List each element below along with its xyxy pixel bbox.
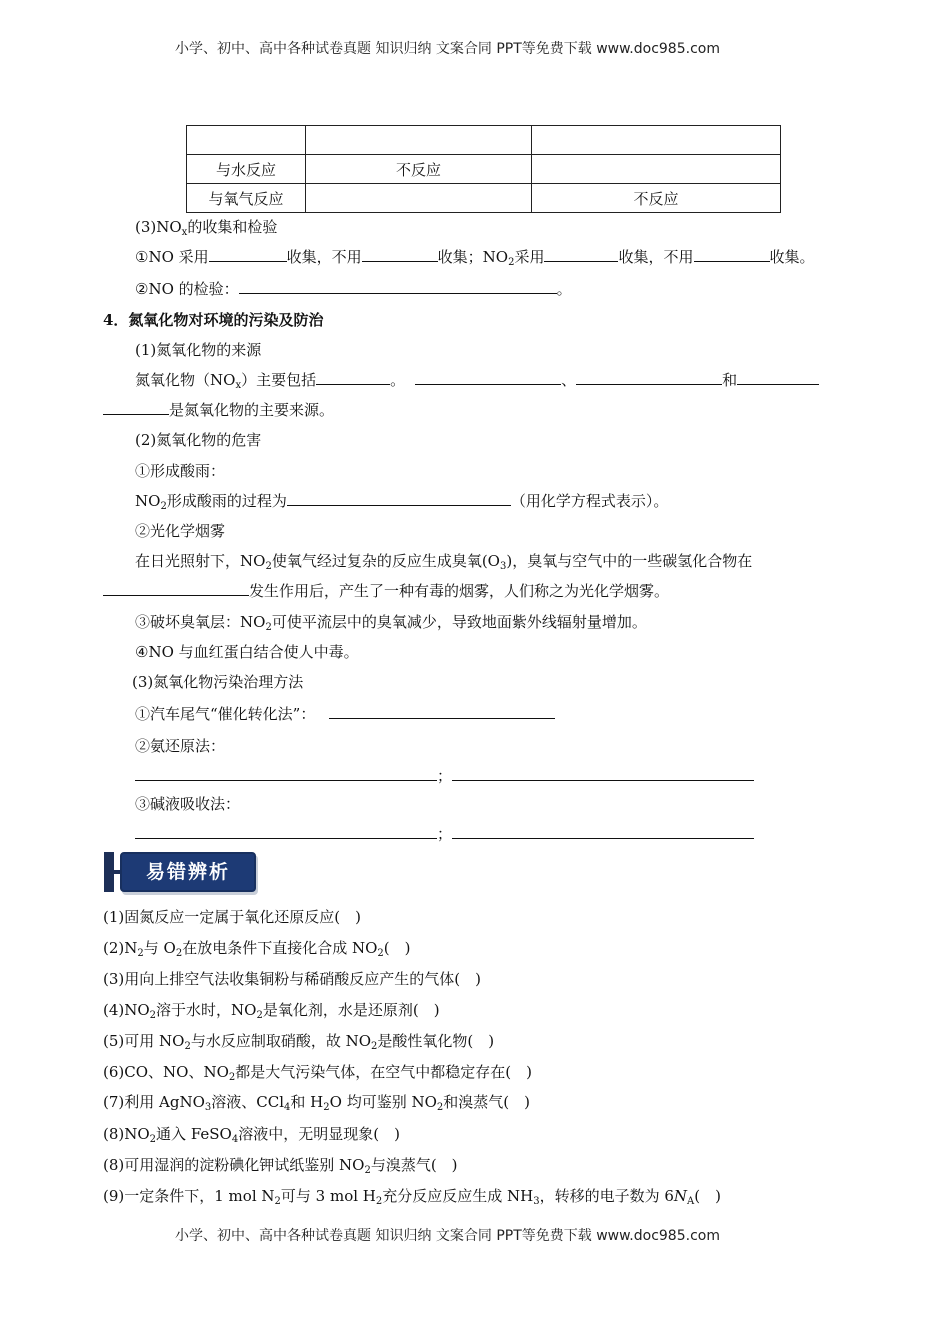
subscript: 2 <box>160 501 167 512</box>
subscript: 2 <box>256 1010 263 1021</box>
section-4-title: 4．氮氧化物对环境的污染及防治 <box>103 311 324 329</box>
answer-blank[interactable] <box>694 247 770 262</box>
badge-bar <box>104 852 114 892</box>
subscript: 2 <box>323 1102 330 1113</box>
text: 收集，不用 <box>618 248 694 266</box>
text: (4)NO <box>103 1001 150 1019</box>
text: ③破坏臭氧层：NO <box>135 613 266 631</box>
no-test-line <box>135 278 572 299</box>
answer-blank[interactable] <box>452 824 754 839</box>
blood-line: ④NO 与血红蛋白结合使人中毒。 <box>135 643 359 661</box>
subscript: 4 <box>231 1134 239 1145</box>
text: 的收集和检验 <box>187 218 278 236</box>
page-header: 小学、初中、高中各种试卷真题 知识归纳 文案合同 PPT等免费下载 www.doc985.com <box>175 41 720 57</box>
subscript: 2 <box>371 1041 378 1052</box>
answer-blank[interactable] <box>576 370 722 385</box>
text: （用化学方程式表示）。 <box>510 492 669 510</box>
table-row <box>187 155 781 184</box>
text: (2)N <box>103 939 138 957</box>
text: 在日光照射下，NO <box>135 552 266 570</box>
subscript: x <box>181 227 188 238</box>
italic-text: N <box>673 1187 688 1205</box>
smog-line-2 <box>103 580 669 601</box>
subscript: 3 <box>204 1102 212 1113</box>
subscript: x <box>235 380 242 391</box>
question-item <box>103 1123 400 1144</box>
text: ）主要包括 <box>241 371 317 389</box>
answer-blank[interactable] <box>544 247 618 262</box>
text: (3)用向上排空气法收集铜粉与稀硝酸反应产生的气体( ) <box>103 970 481 988</box>
answer-blank[interactable] <box>362 247 438 262</box>
sources-line <box>135 369 819 390</box>
alkali-label: ③碱液吸收法： <box>135 795 241 813</box>
subsection-treatment: (3)氮氧化物污染治理方法 <box>132 673 304 691</box>
subscript: 2 <box>364 1165 371 1176</box>
subscript: 2 <box>184 1041 191 1052</box>
subscript: 2 <box>175 948 183 959</box>
alkali-blanks <box>135 823 754 844</box>
text: 都是大气污染气体，在空气中都稳定存在( ) <box>235 1063 532 1081</box>
catalytic-line <box>135 703 555 724</box>
text: 和溴蒸气( ) <box>443 1093 530 1111</box>
question-item <box>103 906 361 927</box>
text: 收集，不用 <box>286 248 362 266</box>
text: ，转移的电子数为 6 <box>539 1187 674 1205</box>
text: 收集；NO <box>437 248 509 266</box>
subscript: 2 <box>137 948 144 959</box>
subscript: 2 <box>436 1102 444 1113</box>
text: (8)NO <box>103 1125 150 1143</box>
text: 。 <box>390 371 406 389</box>
question-item <box>103 1091 530 1112</box>
subsection-sources: (1)氮氧化物的来源 <box>135 341 262 359</box>
text: 可使平流层中的臭氧减少，导致地面紫外线辐射量增加。 <box>271 613 647 631</box>
table-cell <box>187 126 306 155</box>
table-cell <box>532 126 781 155</box>
nox-collection-line <box>135 246 815 267</box>
subscript: 2 <box>149 1134 157 1145</box>
smog-line <box>135 550 752 571</box>
answer-blank[interactable] <box>329 704 555 719</box>
acid-rain-line <box>135 490 668 511</box>
page-footer: 小学、初中、高中各种试卷真题 知识归纳 文案合同 PPT等免费下载 www.doc985.com <box>175 1228 720 1244</box>
text: 和 <box>722 371 738 389</box>
subsection-harm: (2)氮氧化物的危害 <box>135 431 262 449</box>
answer-blank[interactable] <box>737 370 819 385</box>
table-cell <box>306 126 532 155</box>
subscript: 2 <box>508 257 515 268</box>
text: 使氧气经过复杂的反应生成臭氧(O <box>271 552 500 570</box>
question-item <box>103 1154 458 1175</box>
question-item <box>103 1185 721 1206</box>
text: 与 O <box>143 939 176 957</box>
text: 和 H <box>290 1093 324 1111</box>
text: 收集。 <box>769 248 815 266</box>
table-row <box>187 126 781 155</box>
section-badge <box>104 852 255 892</box>
answer-blank[interactable] <box>135 824 437 839</box>
subscript: A <box>687 1196 695 1207</box>
text: (3)NO <box>135 218 182 236</box>
question-item <box>103 1030 494 1051</box>
text: O 均可鉴别 NO <box>329 1093 437 1111</box>
text: ( ) <box>383 939 411 957</box>
sources-line-2 <box>103 399 334 420</box>
text: (5)可用 NO <box>103 1032 185 1050</box>
ammonia-blanks <box>135 765 754 786</box>
text: NO <box>135 492 161 510</box>
table-cell: 与氧气反应 <box>187 184 306 213</box>
subscript: 2 <box>377 948 384 959</box>
text: )，臭氧与空气中的一些碳氢化合物在 <box>506 552 753 570</box>
text: 是酸性氧化物( ) <box>377 1032 495 1050</box>
text: ； <box>437 825 453 843</box>
text: ①NO 采用 <box>135 248 209 266</box>
question-item <box>103 1061 532 1082</box>
text: ( ) <box>694 1187 721 1205</box>
table-cell <box>532 155 781 184</box>
subscript: 2 <box>149 1010 157 1021</box>
subscript: 2 <box>375 1196 383 1207</box>
acid-rain-label: ①形成酸雨： <box>135 462 226 480</box>
text: 充分反应反应生成 NH <box>382 1187 534 1205</box>
subscript: 3 <box>499 561 507 572</box>
ozone-line <box>135 611 647 632</box>
table-cell: 与水反应 <box>187 155 306 184</box>
text: ； <box>437 767 453 785</box>
text: (6)CO、NO、NO <box>103 1063 229 1081</box>
text: 溶液中，无明显现象( ) <box>238 1125 400 1143</box>
table-cell <box>306 184 532 213</box>
subscript: 2 <box>274 1196 281 1207</box>
subscript: 4 <box>284 1102 291 1113</box>
text: 溶于水时，NO <box>156 1001 257 1019</box>
answer-blank[interactable] <box>135 766 437 781</box>
text: 可与 3 mol H <box>280 1187 376 1205</box>
text: ②NO 的检验： <box>135 280 239 298</box>
text: (9)一定条件下，1 mol N <box>103 1187 275 1205</box>
text: 发生作用后，产生了一种有毒的烟雾，人们称之为光化学烟雾。 <box>249 582 670 600</box>
text: (7)利用 AgNO <box>103 1093 205 1111</box>
text: 氮氧化物（NO <box>135 371 236 389</box>
subscript: 2 <box>265 622 272 633</box>
text: 采用 <box>514 248 545 266</box>
text: (8)可用湿润的淀粉碘化钾试纸鉴别 NO <box>103 1156 365 1174</box>
nox-properties-table <box>186 125 781 213</box>
table-cell: 不反应 <box>306 155 532 184</box>
nox-collection-title <box>135 216 277 237</box>
answer-blank[interactable] <box>452 766 754 781</box>
text: ①汽车尾气“催化转化法”： <box>135 705 316 723</box>
text: 是氮氧化物的主要来源。 <box>169 401 335 419</box>
answer-blank[interactable] <box>287 491 511 506</box>
ammonia-label: ②氨还原法： <box>135 737 226 755</box>
text: 、 <box>561 371 577 389</box>
text: 。 <box>556 280 572 298</box>
table-row <box>187 184 781 213</box>
question-item <box>103 968 481 989</box>
badge-label: 易错辨析 <box>120 852 256 892</box>
subscript: 3 <box>533 1196 540 1207</box>
text: 在放电条件下直接化合成 NO <box>182 939 378 957</box>
text: 与水反应制取硝酸，故 NO <box>190 1032 372 1050</box>
table-cell: 不反应 <box>532 184 781 213</box>
smog-label: ②光化学烟雾 <box>135 522 226 540</box>
text: (1)固氮反应一定属于氧化还原反应( ) <box>103 908 361 926</box>
text: 形成酸雨的过程为 <box>166 492 287 510</box>
question-item <box>103 937 411 958</box>
answer-blank[interactable] <box>209 247 287 262</box>
answer-blank[interactable] <box>316 370 390 385</box>
answer-blank[interactable] <box>103 400 169 415</box>
text: 溶液、CCl <box>211 1093 285 1111</box>
text: 与溴蒸气( ) <box>370 1156 458 1174</box>
subscript: 2 <box>228 1072 236 1083</box>
answer-blank[interactable] <box>103 581 249 596</box>
question-item <box>103 999 440 1020</box>
subscript: 2 <box>265 561 272 572</box>
text: 是氧化剂，水是还原剂( ) <box>262 1001 440 1019</box>
text: 通入 FeSO <box>156 1125 232 1143</box>
answer-blank[interactable] <box>415 370 561 385</box>
answer-blank[interactable] <box>239 279 557 294</box>
